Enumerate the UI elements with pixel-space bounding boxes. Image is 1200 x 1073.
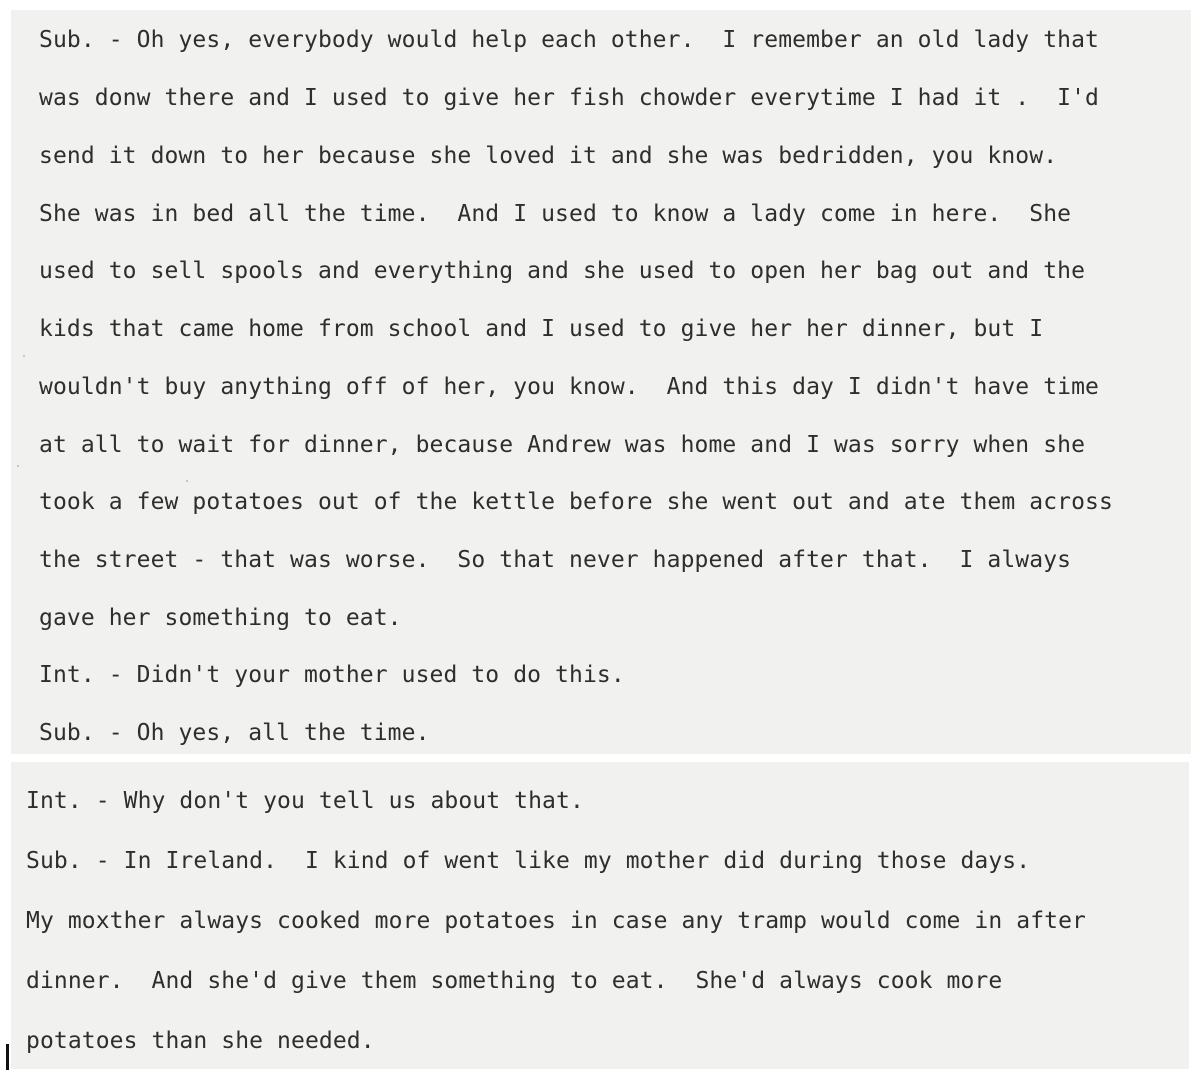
transcript-line: kids that came home from school and I used to give her her dinner, but I [39,316,1044,342]
paper-speck [186,480,188,482]
transcript-line: wouldn't buy anything off of her, you know. And this day I didn't have time [39,374,1099,400]
paper-speck [23,355,25,357]
transcript-line: Sub. - In Ireland. I kind of went like my mother did during those days. [26,848,1031,874]
transcript-line: at all to wait for dinner, because Andrew was home and I was sorry when she [39,432,1086,458]
transcript-line: the street - that was worse. So that never happened after that. I always [39,547,1072,573]
transcript-line: My moxther always cooked more potatoes in case any tramp would come in after [26,908,1086,934]
transcript-page-top [11,10,1191,754]
transcript-line: took a few potatoes out of the kettle before she went out and ate them across [39,489,1113,515]
transcript-line: gave her something to eat. [39,605,402,631]
transcript-line: potatoes than she needed. [26,1028,375,1054]
scan-edge-mark [6,1044,9,1070]
transcript-line: Sub. - Oh yes, everybody would help each other. I remember an old lady that [39,27,1099,53]
transcript-line: was donw there and I used to give her fish chowder everytime I had it . I'd [39,85,1099,111]
paper-speck [17,465,19,467]
transcript-line: Int. - Why don't you tell us about that. [26,788,584,814]
transcript-line: used to sell spools and everything and she used to open her bag out and the [39,258,1086,284]
transcript-line: She was in bed all the time. And I used to know a lady come in here. She [39,201,1072,227]
transcript-line: dinner. And she'd give them something to eat. She'd always cook more [26,968,1003,994]
transcript-line: Int. - Didn't your mother used to do this. [39,662,625,688]
transcript-line: send it down to her because she loved it and she was bedridden, you know. [39,143,1058,169]
transcript-page-bottom [11,762,1189,1069]
transcript-line: Sub. - Oh yes, all the time. [39,720,430,746]
